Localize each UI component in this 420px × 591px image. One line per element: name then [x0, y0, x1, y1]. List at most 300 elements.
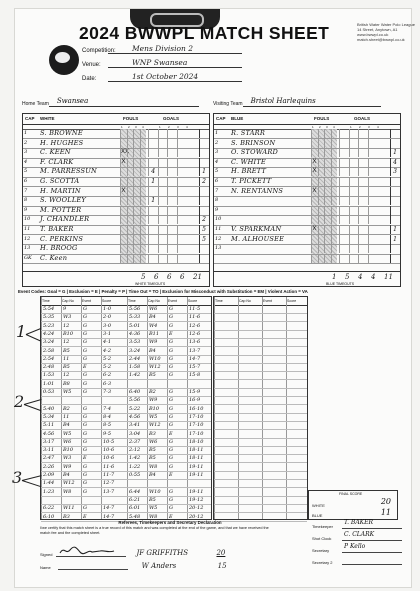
player-name[interactable]: H. MARTIN	[40, 186, 81, 195]
event-cell[interactable]: 2:09	[43, 472, 55, 478]
event-cell[interactable]: 1:23	[43, 488, 55, 495]
foul-cell[interactable]	[318, 244, 324, 253]
foul-cell[interactable]	[127, 129, 133, 138]
event-cell[interactable]: 15-8	[189, 372, 201, 379]
event-cell[interactable]: B5	[149, 455, 156, 462]
event-cell[interactable]: G	[169, 422, 173, 429]
foul-cell[interactable]	[127, 244, 133, 253]
event-cell[interactable]: 2:54	[43, 355, 55, 362]
event-cell[interactable]: G	[169, 347, 173, 354]
goal-cell[interactable]	[368, 167, 378, 176]
foul-cell[interactable]	[331, 254, 337, 263]
event-cell[interactable]: G	[83, 480, 87, 487]
event-cell[interactable]: 3:04	[129, 430, 141, 437]
official-value[interactable]: C. CLARK	[342, 531, 402, 541]
goal-cell[interactable]	[158, 244, 168, 253]
foul-cell[interactable]	[120, 225, 126, 234]
event-cell[interactable]: 5:01	[129, 322, 141, 329]
foul-cell[interactable]	[140, 129, 146, 138]
event-cell[interactable]: G	[83, 463, 87, 470]
foul-cell[interactable]	[127, 225, 133, 234]
event-cell[interactable]: G	[83, 405, 87, 412]
event-cell[interactable]: 11	[63, 355, 70, 362]
event-cell[interactable]: 18-11	[189, 447, 204, 454]
event-cell[interactable]: 1:01	[43, 380, 55, 387]
goal-cell[interactable]	[158, 206, 168, 215]
event-cell[interactable]: W12	[149, 364, 161, 371]
event-cell[interactable]: B11	[149, 330, 160, 337]
player-name[interactable]: S. BROWNE	[40, 129, 83, 137]
event-cell[interactable]: 3:53	[129, 339, 141, 346]
goal-cell[interactable]	[358, 148, 368, 157]
event-cell[interactable]: 5:48	[129, 513, 141, 520]
foul-cell[interactable]	[318, 148, 324, 157]
goal-cell[interactable]	[339, 187, 349, 196]
referee-2-number[interactable]: 15	[217, 562, 227, 570]
foul-cell[interactable]	[324, 129, 330, 138]
player-name[interactable]: C. KEEN	[40, 148, 71, 157]
event-cell[interactable]: 17-10	[189, 422, 204, 429]
goal-cell[interactable]	[158, 187, 168, 196]
foul-cell[interactable]	[140, 206, 146, 215]
goal-cell[interactable]	[148, 225, 158, 234]
event-cell[interactable]: G	[83, 355, 87, 362]
event-cell[interactable]: 5:54	[43, 306, 55, 312]
event-cell[interactable]: 4:24	[43, 330, 55, 337]
foul-cell[interactable]	[331, 196, 337, 205]
event-cell[interactable]: W6	[63, 438, 72, 445]
event-cell[interactable]: W6	[149, 306, 158, 312]
event-cell[interactable]: G	[83, 389, 87, 395]
goal-cell[interactable]	[358, 187, 368, 196]
goal-cell[interactable]	[158, 129, 168, 138]
goal-cell[interactable]	[177, 167, 187, 176]
goal-cell[interactable]: 1	[148, 177, 158, 186]
event-cell[interactable]: 20-12	[189, 513, 204, 520]
event-cell[interactable]: W8	[149, 513, 158, 520]
foul-cell[interactable]	[140, 225, 146, 234]
player-name[interactable]: M. PARRESSUN	[40, 167, 97, 176]
event-cell[interactable]: B4	[149, 347, 156, 354]
foul-cell[interactable]	[140, 244, 146, 253]
foul-cell[interactable]	[127, 167, 133, 176]
event-cell[interactable]: G	[169, 438, 173, 445]
event-cell[interactable]: G	[169, 463, 173, 470]
event-cell[interactable]: G	[169, 306, 173, 312]
event-cell[interactable]: 16-10	[189, 405, 204, 412]
foul-cell[interactable]: XX	[121, 149, 130, 156]
event-cell[interactable]: 9-5	[103, 430, 112, 437]
event-cell[interactable]: B4	[63, 422, 70, 429]
foul-cell[interactable]	[318, 167, 324, 176]
event-cell[interactable]: 13-6	[189, 339, 201, 346]
goal-cell[interactable]	[339, 196, 349, 205]
player-name[interactable]: C. PERKINS	[40, 234, 84, 243]
goal-cell[interactable]	[177, 206, 187, 215]
event-cell[interactable]: G	[169, 397, 173, 404]
goal-cell[interactable]	[339, 177, 349, 186]
foul-cell[interactable]	[318, 158, 324, 167]
referee-2-name[interactable]: W Anders	[141, 562, 177, 570]
event-cell[interactable]: W6	[149, 438, 158, 445]
signature-field[interactable]	[56, 544, 126, 557]
event-cell[interactable]: 5-2	[103, 355, 112, 362]
goal-cell[interactable]	[148, 148, 158, 157]
goal-cell[interactable]	[167, 254, 177, 263]
foul-cell[interactable]	[324, 206, 330, 215]
event-cell[interactable]: G	[169, 389, 173, 395]
event-cell[interactable]: 2:47	[43, 455, 55, 462]
goal-cell[interactable]	[167, 215, 177, 224]
foul-cell[interactable]	[331, 225, 337, 234]
goal-cell[interactable]	[167, 129, 177, 138]
event-cell[interactable]: 1:42	[129, 372, 141, 379]
goal-cell[interactable]: 1	[148, 196, 158, 205]
event-cell[interactable]: 6:21	[129, 496, 141, 503]
foul-cell[interactable]	[133, 158, 139, 167]
player-name[interactable]: S. BRINSON	[231, 138, 276, 147]
event-cell[interactable]: 4-1	[103, 339, 112, 346]
player-name[interactable]: R. STARR	[231, 129, 266, 137]
name-field[interactable]	[58, 557, 128, 570]
event-cell[interactable]: 19-11	[189, 463, 204, 470]
competition-value[interactable]: Mens Division 2	[108, 44, 242, 54]
foul-cell[interactable]	[140, 196, 146, 205]
event-cell[interactable]: G	[83, 380, 87, 387]
event-cell[interactable]: 2:12	[129, 447, 141, 454]
event-cell[interactable]: 2-0	[103, 314, 112, 321]
foul-cell[interactable]	[133, 244, 139, 253]
event-cell[interactable]: 15-9	[189, 389, 201, 395]
goal-cell[interactable]	[148, 187, 158, 196]
goal-cell[interactable]	[148, 158, 158, 167]
event-cell[interactable]: 5:34	[43, 413, 55, 420]
foul-cell[interactable]	[133, 167, 139, 176]
event-cell[interactable]: 11	[63, 413, 70, 420]
goal-cell[interactable]	[177, 235, 187, 244]
event-cell[interactable]: W9	[149, 339, 158, 346]
event-cell[interactable]: 4:56	[43, 430, 55, 437]
event-cell[interactable]: G	[169, 314, 173, 321]
foul-cell[interactable]	[331, 129, 337, 138]
goal-cell[interactable]	[177, 215, 187, 224]
goal-cell[interactable]	[368, 177, 378, 186]
goal-cell[interactable]	[167, 177, 177, 186]
goal-cell[interactable]	[368, 206, 378, 215]
event-cell[interactable]: E	[169, 513, 173, 520]
foul-cell[interactable]	[318, 254, 324, 263]
event-cell[interactable]: 18-10	[189, 438, 204, 445]
event-cell[interactable]: 5:35	[43, 314, 55, 321]
event-cell[interactable]: B8	[63, 380, 70, 387]
event-cell[interactable]: 10-6	[103, 455, 115, 462]
event-cell[interactable]: 0:55	[129, 472, 141, 478]
foul-cell[interactable]	[331, 177, 337, 186]
goal-cell[interactable]	[368, 235, 378, 244]
player-name[interactable]: H. BRETT	[231, 167, 267, 176]
event-cell[interactable]: 10-5	[103, 438, 115, 445]
event-cell[interactable]: G	[169, 322, 173, 329]
foul-cell[interactable]	[127, 158, 133, 167]
player-name[interactable]: T. BAKER	[40, 225, 74, 233]
foul-cell[interactable]	[133, 225, 139, 234]
foul-cell[interactable]: X	[312, 187, 317, 194]
goal-cell[interactable]	[148, 139, 158, 148]
player-name[interactable]: M. POTTER	[40, 205, 82, 214]
event-cell[interactable]: G	[83, 472, 87, 478]
foul-cell[interactable]	[120, 196, 126, 205]
goal-cell[interactable]	[158, 196, 168, 205]
foul-cell[interactable]	[127, 206, 133, 215]
goal-cell[interactable]	[148, 254, 158, 263]
event-cell[interactable]: G	[83, 330, 87, 337]
event-cell[interactable]: 6-3	[103, 380, 112, 387]
goal-cell[interactable]	[349, 187, 359, 196]
foul-cell[interactable]	[331, 215, 337, 224]
event-cell[interactable]: E	[169, 330, 173, 337]
goal-cell[interactable]	[177, 196, 187, 205]
event-cell[interactable]: W12	[149, 422, 161, 429]
event-cell[interactable]: 19-11	[189, 488, 204, 495]
event-cell[interactable]: 5:56	[129, 397, 141, 404]
goal-cell[interactable]	[177, 244, 187, 253]
event-cell[interactable]: W3	[63, 455, 72, 462]
event-cell[interactable]: 2:48	[43, 364, 55, 371]
event-cell[interactable]: G	[169, 372, 173, 379]
goal-cell[interactable]	[339, 148, 349, 157]
foul-cell[interactable]	[133, 187, 139, 196]
goal-cell[interactable]	[358, 254, 368, 263]
event-cell[interactable]: G	[83, 322, 87, 329]
foul-cell[interactable]	[331, 139, 337, 148]
goal-cell[interactable]	[148, 215, 158, 224]
goal-cell[interactable]	[339, 167, 349, 176]
goal-cell[interactable]	[349, 215, 359, 224]
player-name[interactable]: C. Keen	[40, 253, 68, 262]
goal-cell[interactable]	[339, 254, 349, 263]
goal-cell[interactable]	[349, 167, 359, 176]
event-cell[interactable]: 15-7	[189, 364, 201, 371]
event-cell[interactable]: G	[83, 339, 87, 346]
foul-cell[interactable]	[133, 129, 139, 138]
event-cell[interactable]: 10-6	[103, 447, 115, 454]
goal-cell[interactable]	[148, 244, 158, 253]
event-cell[interactable]: W5	[149, 413, 158, 420]
foul-cell[interactable]	[140, 148, 146, 157]
event-cell[interactable]: B2	[63, 405, 70, 412]
foul-cell[interactable]	[324, 139, 330, 148]
event-cell[interactable]: G	[169, 488, 173, 495]
event-cell[interactable]: 11-6	[189, 314, 201, 321]
event-cell[interactable]: 12-6	[189, 330, 201, 337]
foul-cell[interactable]	[127, 139, 133, 148]
goal-cell[interactable]	[349, 148, 359, 157]
foul-cell[interactable]	[127, 254, 133, 263]
event-cell[interactable]: G	[83, 438, 87, 445]
foul-cell[interactable]	[133, 196, 139, 205]
goal-cell[interactable]	[167, 225, 177, 234]
foul-cell[interactable]	[127, 235, 133, 244]
foul-cell[interactable]	[133, 254, 139, 263]
event-cell[interactable]: 12-7	[103, 480, 115, 487]
event-cell[interactable]: 18-11	[189, 455, 204, 462]
player-name[interactable]: G. SCOTTA	[40, 177, 80, 185]
event-cell[interactable]: B10	[149, 405, 160, 412]
goal-cell[interactable]	[167, 235, 177, 244]
foul-cell[interactable]	[311, 196, 317, 205]
event-cell[interactable]: B4	[63, 472, 70, 478]
event-cell[interactable]: E	[169, 430, 173, 437]
foul-cell[interactable]	[133, 139, 139, 148]
event-cell[interactable]: 1:58	[129, 364, 141, 371]
goal-cell[interactable]	[349, 177, 359, 186]
event-cell[interactable]: 2:44	[129, 355, 141, 362]
foul-cell[interactable]	[140, 215, 146, 224]
foul-cell[interactable]	[311, 177, 317, 186]
foul-cell[interactable]	[324, 148, 330, 157]
foul-cell[interactable]	[140, 235, 146, 244]
goal-cell[interactable]	[358, 206, 368, 215]
event-cell[interactable]: G	[169, 413, 173, 420]
event-cell[interactable]: 3:11	[43, 447, 55, 454]
event-cell[interactable]: W9	[63, 463, 72, 470]
event-cell[interactable]: 5:56	[129, 306, 141, 312]
goal-cell[interactable]	[167, 139, 177, 148]
player-name[interactable]: C. WHITE	[231, 157, 266, 166]
goal-cell[interactable]	[177, 187, 187, 196]
event-cell[interactable]: W11	[63, 505, 75, 512]
event-cell[interactable]: B5	[63, 347, 70, 354]
goal-cell[interactable]	[167, 244, 177, 253]
goal-cell[interactable]	[177, 254, 187, 263]
goal-cell[interactable]	[167, 158, 177, 167]
event-cell[interactable]: 3:24	[129, 347, 141, 354]
goal-cell[interactable]	[358, 139, 368, 148]
event-cell[interactable]: 11-7	[103, 472, 115, 478]
foul-cell[interactable]	[331, 167, 337, 176]
event-cell[interactable]: 14-7	[103, 513, 115, 520]
referee-1-number[interactable]: 20	[216, 549, 226, 557]
foul-cell[interactable]	[324, 196, 330, 205]
goal-cell[interactable]	[358, 225, 368, 234]
foul-cell[interactable]: X	[121, 158, 126, 165]
event-cell[interactable]: B3	[149, 430, 156, 437]
event-cell[interactable]: B10	[63, 447, 74, 454]
foul-cell[interactable]	[127, 177, 133, 186]
event-cell[interactable]: 6:40	[129, 389, 141, 395]
goal-cell[interactable]	[148, 129, 158, 138]
foul-cell[interactable]	[140, 167, 146, 176]
event-cell[interactable]: G	[83, 430, 87, 437]
goal-cell[interactable]	[177, 225, 187, 234]
foul-cell[interactable]	[318, 187, 324, 196]
event-cell[interactable]: G	[169, 405, 173, 412]
event-cell[interactable]: G	[83, 505, 87, 512]
event-cell[interactable]: W10	[149, 488, 161, 495]
event-cell[interactable]: 6:44	[129, 488, 141, 495]
foul-cell[interactable]	[324, 254, 330, 263]
goal-cell[interactable]	[368, 196, 378, 205]
goal-cell[interactable]	[158, 254, 168, 263]
venue-value[interactable]: WNP Swansea	[108, 58, 242, 68]
goal-cell[interactable]	[358, 196, 368, 205]
event-cell[interactable]: E	[83, 455, 87, 462]
foul-cell[interactable]: X	[312, 168, 317, 175]
goal-cell[interactable]	[167, 148, 177, 157]
goal-cell[interactable]	[177, 177, 187, 186]
foul-cell[interactable]	[120, 139, 126, 148]
player-name[interactable]: V. SPARKMAN	[231, 225, 282, 233]
foul-cell[interactable]	[311, 139, 317, 148]
goal-cell[interactable]	[177, 158, 187, 167]
event-cell[interactable]: 3-1	[103, 330, 112, 337]
foul-cell[interactable]	[140, 177, 146, 186]
event-cell[interactable]: B5	[149, 447, 156, 454]
event-cell[interactable]: W5	[63, 389, 72, 395]
goal-cell[interactable]	[158, 177, 168, 186]
foul-cell[interactable]	[120, 206, 126, 215]
foul-cell[interactable]	[318, 206, 324, 215]
event-cell[interactable]: W8	[63, 488, 72, 495]
event-cell[interactable]: E	[169, 472, 173, 478]
goal-cell[interactable]	[368, 254, 378, 263]
event-cell[interactable]: 5:11	[43, 422, 55, 429]
goal-cell[interactable]	[177, 139, 187, 148]
event-cell[interactable]: 3:17	[43, 438, 55, 445]
goal-cell[interactable]	[167, 196, 177, 205]
foul-cell[interactable]	[133, 148, 139, 157]
event-cell[interactable]: B5	[63, 364, 70, 371]
event-cell[interactable]: B5	[149, 372, 156, 379]
event-cell[interactable]: 2:58	[43, 347, 55, 354]
event-cell[interactable]: G	[169, 505, 173, 512]
goal-cell[interactable]	[349, 254, 359, 263]
final-blue-score[interactable]: 11	[380, 508, 391, 517]
foul-cell[interactable]: X	[312, 226, 317, 232]
event-cell[interactable]: 17-10	[189, 413, 204, 420]
foul-cell[interactable]	[120, 167, 126, 176]
foul-cell[interactable]	[331, 235, 337, 244]
foul-cell[interactable]	[120, 244, 126, 253]
event-cell[interactable]: W4	[149, 322, 158, 329]
player-name[interactable]: H. BROOG	[40, 244, 78, 253]
foul-cell[interactable]	[140, 158, 146, 167]
event-cell[interactable]: 14-7	[103, 505, 115, 512]
goal-cell[interactable]	[148, 235, 158, 244]
event-cell[interactable]: 12	[63, 322, 70, 329]
foul-cell[interactable]	[318, 177, 324, 186]
goal-cell[interactable]	[339, 244, 349, 253]
player-name[interactable]: H. HUGHES	[40, 138, 84, 147]
player-name[interactable]: J. CHANDLER	[40, 215, 90, 224]
event-cell[interactable]: 13-7	[189, 347, 201, 354]
event-cell[interactable]: G	[83, 447, 87, 454]
goal-cell[interactable]	[158, 215, 168, 224]
event-cell[interactable]: 11-6	[103, 463, 115, 470]
event-cell[interactable]: G	[169, 455, 173, 462]
date-value[interactable]: 1st October 2024	[108, 72, 242, 82]
goal-cell[interactable]	[339, 139, 349, 148]
goal-cell[interactable]	[358, 129, 368, 138]
goal-cell[interactable]	[368, 244, 378, 253]
foul-cell[interactable]	[120, 129, 126, 138]
event-cell[interactable]: E	[83, 513, 87, 520]
foul-cell[interactable]	[311, 129, 317, 138]
foul-cell[interactable]	[133, 177, 139, 186]
event-cell[interactable]: 1-0	[103, 306, 112, 312]
foul-cell[interactable]	[133, 206, 139, 215]
foul-cell[interactable]	[324, 187, 330, 196]
